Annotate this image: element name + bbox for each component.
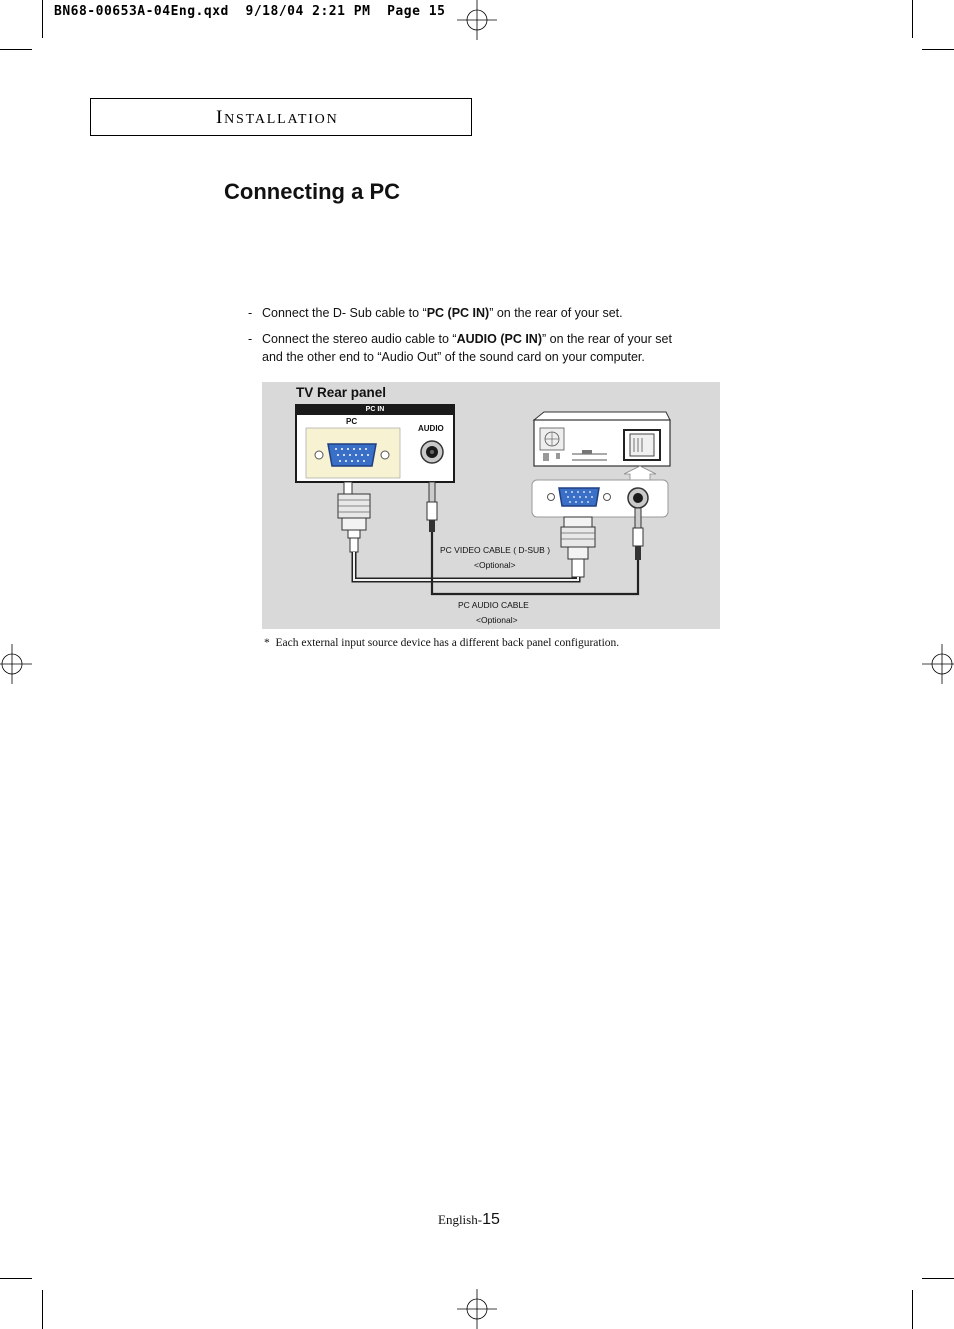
video-cable-optional: <Optional> bbox=[474, 560, 516, 570]
crop-mark bbox=[0, 49, 32, 50]
step-text: and the other end to “Audio Out” of the sound card on your computer. bbox=[262, 350, 645, 364]
footnote-marker: * bbox=[264, 637, 270, 649]
step-text: Connect the stereo audio cable to “ bbox=[262, 332, 457, 346]
step-dash: - bbox=[248, 332, 253, 346]
crop-mark bbox=[42, 0, 43, 38]
registration-mark-icon bbox=[457, 0, 497, 40]
registration-mark-icon bbox=[0, 644, 32, 684]
video-cable-line bbox=[354, 552, 578, 580]
step-bold: PC (PC IN) bbox=[426, 306, 490, 320]
crop-mark bbox=[912, 1290, 913, 1329]
instruction-step bbox=[248, 304, 672, 322]
section-title bbox=[216, 107, 338, 129]
connection-illustration bbox=[262, 382, 720, 629]
footnote-text: Each external input source device has a different back panel configuration. bbox=[275, 637, 620, 649]
crop-mark bbox=[0, 1278, 32, 1279]
tv-rear-panel-label: TV Rear panel bbox=[296, 385, 387, 400]
print-slug bbox=[54, 4, 445, 19]
video-cable-line bbox=[354, 552, 578, 580]
crop-mark bbox=[922, 1278, 954, 1279]
section-initial: I bbox=[216, 107, 225, 128]
slug-date: 9/18/04 bbox=[245, 4, 304, 19]
pc-port-label: PC bbox=[346, 417, 358, 426]
instruction-list bbox=[248, 304, 672, 374]
audio-cable-line bbox=[432, 532, 638, 594]
registration-mark-icon bbox=[922, 644, 954, 684]
pc-audio-plug-icon bbox=[633, 508, 643, 560]
footer-language: English- bbox=[438, 1212, 483, 1227]
audio-port-label: AUDIO bbox=[418, 424, 444, 433]
step-dash: - bbox=[248, 306, 253, 320]
page-footer bbox=[438, 1211, 500, 1229]
crop-mark bbox=[912, 0, 913, 38]
slug-page: Page 15 bbox=[387, 4, 446, 19]
footer-page-number: 15 bbox=[482, 1211, 500, 1228]
connection-diagram bbox=[262, 382, 720, 629]
footnote bbox=[264, 637, 619, 649]
audio-cable-optional: <Optional> bbox=[476, 615, 518, 625]
video-cable-label: PC VIDEO CABLE ( D-SUB ) bbox=[440, 545, 551, 555]
page-title: Connecting a PC bbox=[224, 179, 401, 204]
tv-audio-plug-icon bbox=[427, 482, 437, 532]
instruction-step bbox=[248, 330, 672, 366]
section-rest: NSTALLATION bbox=[224, 112, 339, 127]
audio-cable-label: PC AUDIO CABLE bbox=[458, 600, 529, 610]
step-text: ” on the rear of your set. bbox=[489, 306, 623, 320]
tv-dsub-plug-icon bbox=[338, 482, 370, 552]
slug-file: BN68-00653A-04Eng.qxd bbox=[54, 4, 229, 19]
pc-audio-jack-icon bbox=[628, 488, 648, 508]
crop-mark bbox=[42, 1290, 43, 1329]
pc-in-label: PC IN bbox=[365, 406, 385, 413]
pc-tower-icon bbox=[534, 412, 670, 466]
crop-mark bbox=[922, 49, 954, 50]
registration-mark-icon bbox=[457, 1289, 497, 1329]
pc-dsub-plug-icon bbox=[561, 517, 595, 577]
section-header-box bbox=[90, 98, 472, 136]
slug-time: 2:21 PM bbox=[312, 4, 371, 19]
step-text: ” on the rear of your set bbox=[542, 332, 672, 346]
tv-audio-jack-icon bbox=[421, 441, 443, 463]
step-text: Connect the D- Sub cable to “ bbox=[262, 306, 427, 320]
step-bold: AUDIO (PC IN) bbox=[456, 332, 542, 346]
